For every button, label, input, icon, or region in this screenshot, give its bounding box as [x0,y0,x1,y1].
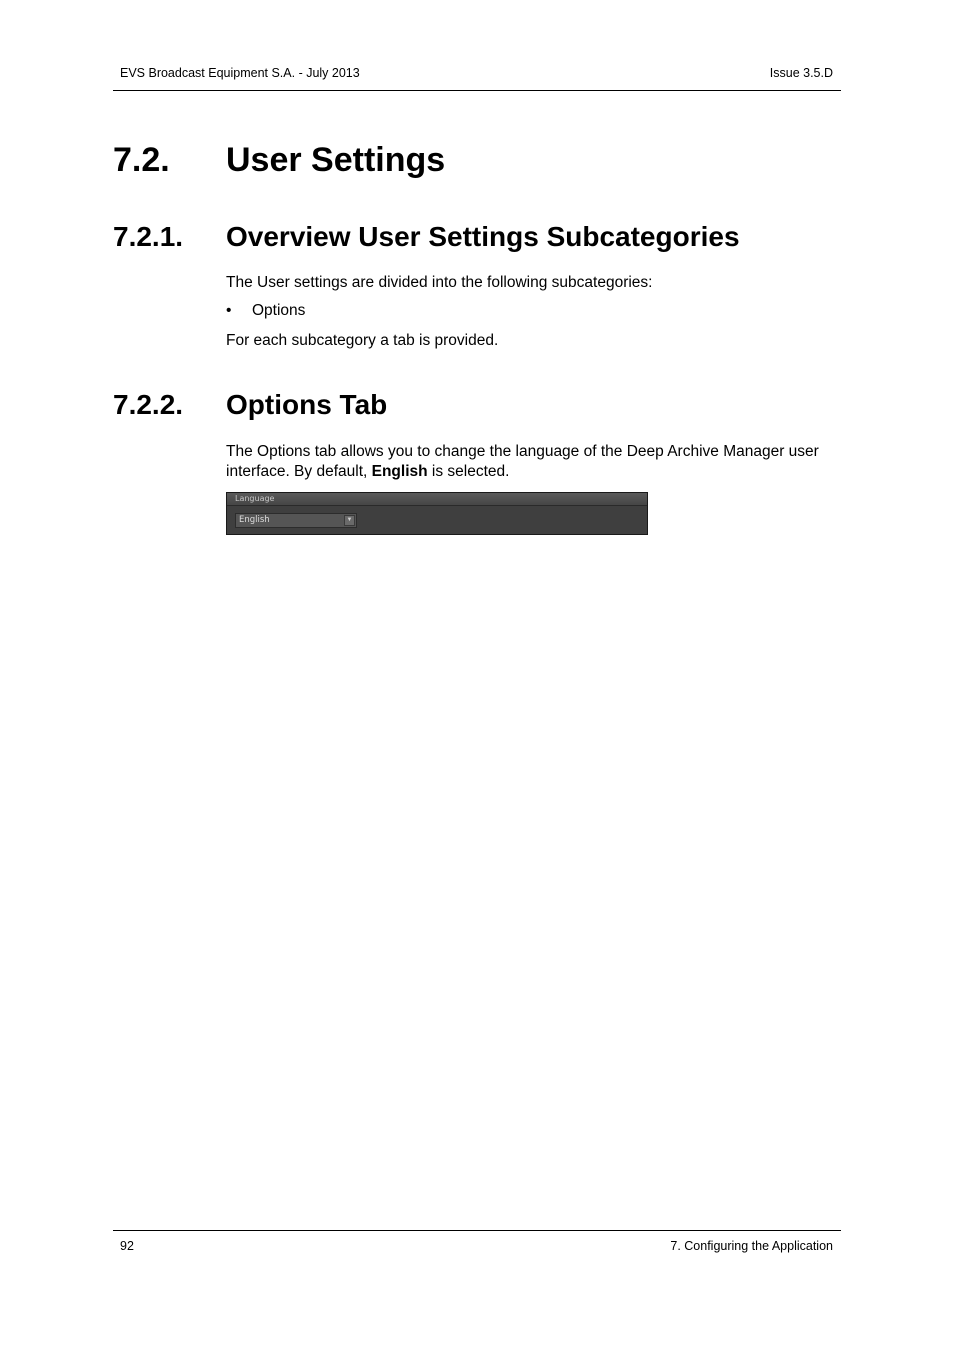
page-number: 92 [120,1239,134,1253]
footer-chapter: 7. Configuring the Application [670,1239,833,1253]
header-issue: Issue 3.5.D [769,66,833,80]
language-panel-header [227,493,647,506]
text-run: interface. By default, [226,463,372,480]
section-number: 7.2. [113,141,170,179]
options-paragraph-line2 [226,462,819,482]
subsection-title: Options Tab [226,389,388,420]
header-publisher: EVS Broadcast Equipment S.A. - July 2013 [120,66,360,80]
chevron-down-icon[interactable]: ▼ [344,515,355,526]
page-footer [113,1230,841,1253]
default-language-bold: English [371,463,428,480]
text-run: is selected. [427,463,510,480]
language-panel-screenshot [226,492,648,535]
overview-intro: The User settings are divided into the following subcategories: [226,274,653,291]
subsection-title: Overview User Settings Subcategories [226,221,740,252]
bullet-item-options: Options [252,302,306,319]
page-header [113,66,841,91]
section-title: User Settings [226,141,446,179]
bullet-marker: • [226,302,232,319]
subsection-number: 7.2.2. [113,389,184,420]
subsection-number: 7.2.1. [113,221,184,252]
overview-outro: For each subcategory a tab is provided. [226,332,499,349]
language-select-value: English [239,515,270,525]
options-paragraph-line1: The Options tab allows you to change the language of the Deep Archive Manager user [226,443,819,460]
options-paragraph [226,442,819,482]
language-select[interactable] [235,513,357,528]
language-panel-title: Language [235,494,275,503]
